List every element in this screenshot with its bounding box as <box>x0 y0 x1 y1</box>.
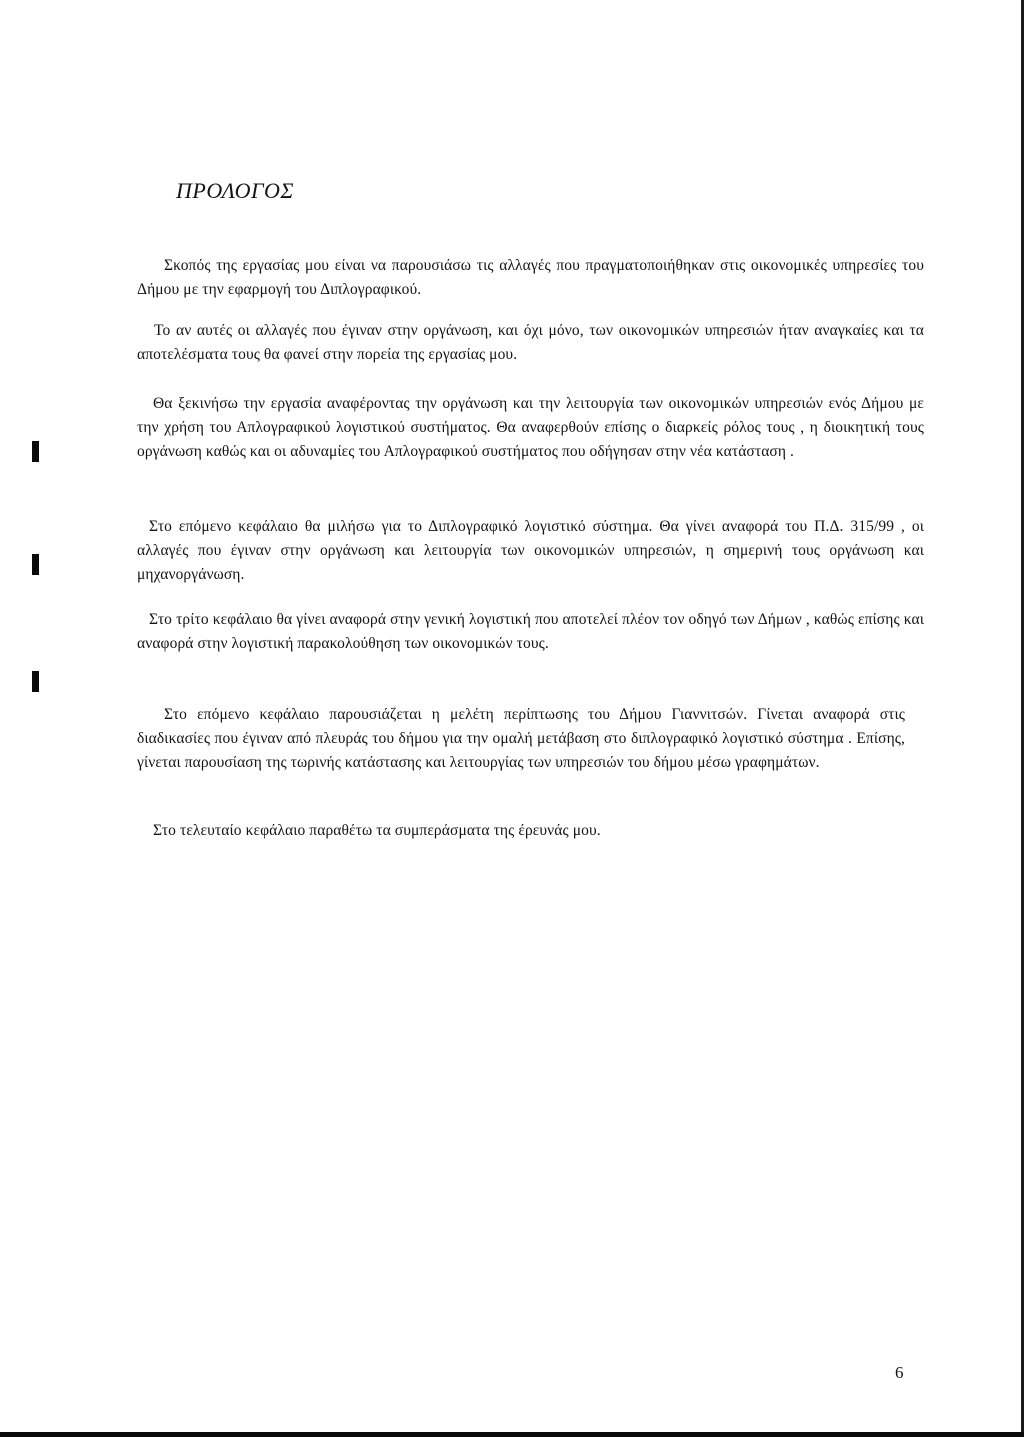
page-title: ΠΡΟΛΟΓΟΣ <box>176 178 294 203</box>
scan-margin-mark <box>32 554 39 575</box>
scan-margin-mark <box>32 441 39 462</box>
paragraph-second-chapter: Στο επόμενο κεφάλαιο θα μιλήσω για το Διπλογραφικό λογιστικό σύστημα. Θα γίνει αναφορά του Π.Δ. 315/99 , οι αλλαγές που έγιναν στην οργάνωση και λειτουργία των οικονομικών υπηρεσιών, η σημερινή τους οργάνωση και μηχανοργάνωση. <box>137 518 924 583</box>
paragraph-necessity: Το αν αυτές οι αλλαγές που έγιναν στην οργάνωση, και όχι μόνο, των οικονομικών υπηρεσιών ήταν αναγκαίες και τα αποτελέσματα τους θα φανεί στην πορεία της εργασίας μου. <box>137 322 924 363</box>
paragraph-conclusions: Στο τελευταίο κεφάλαιο παραθέτω τα συμπεράσματα της έρευνάς μου. <box>153 822 601 839</box>
paragraph-third-chapter: Στο τρίτο κεφάλαιο θα γίνει αναφορά στην γενική λογιστική που αποτελεί πλέον τον οδηγό των Δήμων , καθώς επίσης και αναφορά στην λογιστική παρακολούθηση των οικονομικών τους. <box>137 611 924 652</box>
paragraph-first-chapter: Θα ξεκινήσω την εργασία αναφέροντας την οργάνωση και την λειτουργία των οικονομικών υπηρεσιών ενός Δήμου με την χρήση του Απλογραφικού λογιστικού συστήματος. Θα αναφερθούν επίσης ο διαρκείς ρόλος τους , η διοικητική τους οργάνωση καθώς και οι αδυναμίες του Απλογραφικού συστήματος που οδήγησαν στην νέα κατάσταση . <box>137 395 924 460</box>
paragraph-purpose: Σκοπός της εργασίας μου είναι να παρουσιάσω τις αλλαγές που πραγματοποιήθηκαν στις οικονομικές υπηρεσίες του Δήμου με την εφαρμογή του Διπλογραφικού. <box>137 257 924 298</box>
paragraph-case-study: Στο επόμενο κεφάλαιο παρουσιάζεται η μελέτη περίπτωσης του Δήμου Γιαννιτσών. Γίνεται αναφορά στις διαδικασίες που έγιναν από πλευράς του δήμου για την ομαλή μετάβαση στο διπλογραφικό λογιστικό σύστημα . Επίσης, γίνεται παρουσίαση της τωρινής κατάστασης και λειτουργίας των υπηρεσιών του δήμου μέσω γραφημάτων. <box>137 706 905 771</box>
scan-bottom-edge <box>0 1432 1024 1437</box>
scan-margin-mark <box>32 671 39 692</box>
page-number: 6 <box>895 1363 904 1382</box>
